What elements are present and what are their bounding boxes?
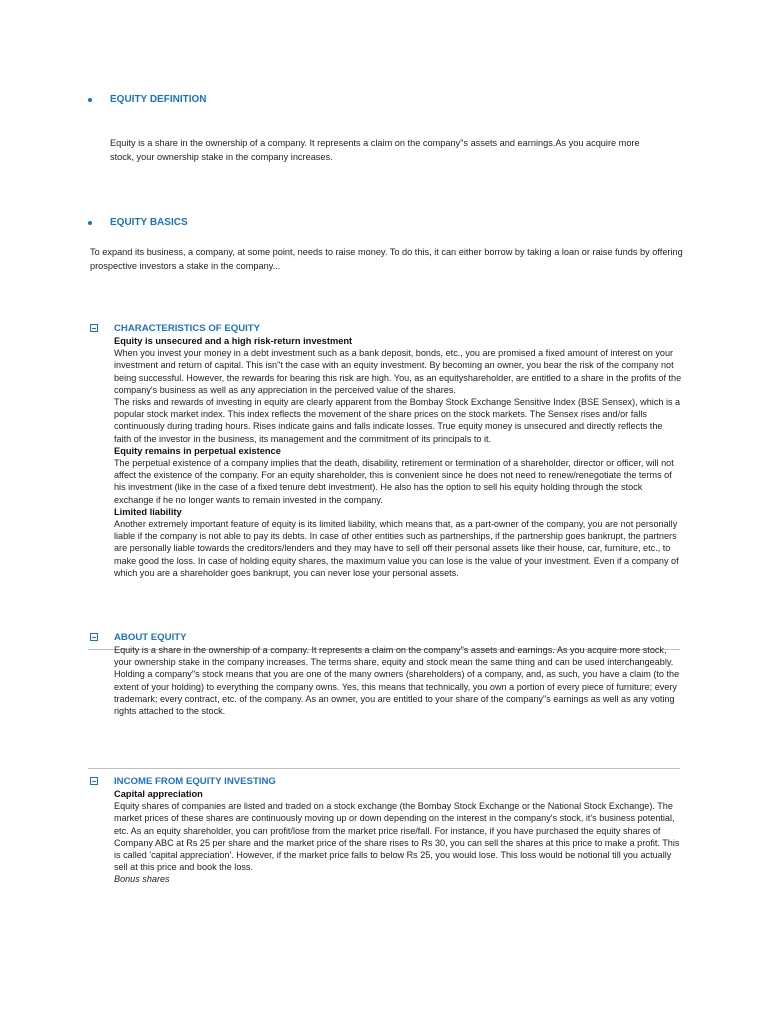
about-equity-section xyxy=(88,630,682,717)
income-body xyxy=(88,788,682,886)
bullet-icon xyxy=(88,98,92,102)
about-equity-title: ABOUT EQUITY xyxy=(114,631,187,643)
equity-definition-title: EQUITY DEFINITION xyxy=(110,94,207,105)
characteristics-header[interactable] xyxy=(88,321,682,335)
income-section xyxy=(88,774,682,886)
equity-definition-heading xyxy=(88,94,207,105)
collapse-icon[interactable] xyxy=(90,777,98,785)
equity-basics-heading xyxy=(88,217,188,228)
subheading: Bonus shares xyxy=(114,874,170,885)
characteristics-title: CHARACTERISTICS OF EQUITY xyxy=(114,322,261,334)
equity-definition-text: Equity is a share in the ownership of a company. It represents a claim on the company"s assets and earnings.As you acquire more stock, your ownership stake in the company increases. xyxy=(110,138,640,162)
paragraph: Another extremely important feature of equity is its limited liability, which means that, as a part-owner of the company, you are not personally liable if the company is not able to pay its debts. In case of other entities such as partnerships, if the partnership goes bankrupt, the partners are personally liable towards the creditors/lenders and they may have to sell off their personal assets like their house, car, furniture, etc., to make good the loss. In case of holding equity shares, the maximum value you can lose is the value of your investment. Even if a company of which you are a shareholder goes bankrupt, you can never lose your personal assets. xyxy=(114,519,679,578)
subheading: Capital appreciation xyxy=(114,789,203,799)
paragraph: The perpetual existence of a company implies that the death, disability, retirement or termination of a shareholder, director or officer, will not affect the existence of the company. For an equity shareholder, this is convenient since he does not need to renew/renegotiate the terms of his investment (like in the case of a fixed tenure debt investment). He also has the option to sell his equity holding through the stock exchange if he no longer wants to remain invested in the company. xyxy=(114,458,674,505)
paragraph: When you invest your money in a debt investment such as a bank deposit, bonds, etc., you are promised a fixed amount of interest on your investment and return of capital. This isn"t the case with an equity investment. By becoming an owner, you bear the risk of the company not being successful. However, the rewards for bearing this risk are high. You, as an equityshareholder, are entitled to a share in the profits of the company's business as well as any appreciation in the perceived value of the shares. xyxy=(114,348,682,395)
income-header[interactable] xyxy=(88,774,682,788)
bullet-icon xyxy=(88,221,92,225)
subheading: Limited liability xyxy=(114,506,182,517)
equity-basics-text: To expand its business, a company, at some point, needs to raise money. To do this, it can either borrow by taking a loan or raise funds by offering prospective investors a stake in the company... xyxy=(90,247,683,271)
about-equity-header[interactable] xyxy=(88,630,682,644)
about-equity-body xyxy=(88,644,682,717)
paragraph: Equity is a share in the ownership of a company. It represents a claim on the company"s assets and earnings. As you acquire more stock, your ownership stake in the company increases. The terms share, equity and stock mean the same thing and can be used interchangeably. Holding a company"s stock means that you are one of the many owners (shareholders) of a company, and, as such, you have a claim (to the extent of your holding) to everything the company owns. Yes, this means that technically, you own a portion of every piece of furniture; every trademark; every contract, etc. of the company. As an owner, you are entitled to your share of the company"s earnings as well as any voting rights attached to the stock. xyxy=(114,645,680,717)
subheading: Equity remains in perpetual existence xyxy=(114,445,281,456)
paragraph: Equity shares of companies are listed and traded on a stock exchange (the Bombay Stock Exchange or the National Stock Exchange). The market prices of these shares are continuously moving up or down depending on the interest in the company's stock, it's business potential, etc. As an equity shareholder, you can profit/lose from the market price rise/fall. For instance, if you have purchased the equity shares of Company ABC at Rs 25 per share and the market price of the share rises to Rs 30, you can sell the shares at this price to make a profit. This is called 'capital appreciation'. However, if the market price falls to below Rs 25, you would lose. This loss would be notional till you actually sell at this price and book the loss. xyxy=(114,801,680,873)
collapse-icon[interactable] xyxy=(90,324,98,332)
equity-basics-title: EQUITY BASICS xyxy=(110,217,188,228)
characteristics-section xyxy=(88,321,682,579)
characteristics-body xyxy=(88,335,682,579)
paragraph: The risks and rewards of investing in equity are clearly apparent from the Bombay Stock Exchange Sensitive Index (BSE Sensex), which is a popular stock market index. This index reflects the movement of the share prices on the stock markets. The Sensex rises and/or falls continuously during trading hours. Rises indicate gains and falls indicate losses. True equity money is unsecured and directly reflects the faith of the investor in the business, its management and the commitment of its principals to it. xyxy=(114,397,681,444)
subheading: Equity is unsecured and a high risk-return investment xyxy=(114,336,353,346)
divider xyxy=(88,768,680,769)
income-title: INCOME FROM EQUITY INVESTING xyxy=(114,775,276,787)
collapse-icon[interactable] xyxy=(90,633,98,641)
